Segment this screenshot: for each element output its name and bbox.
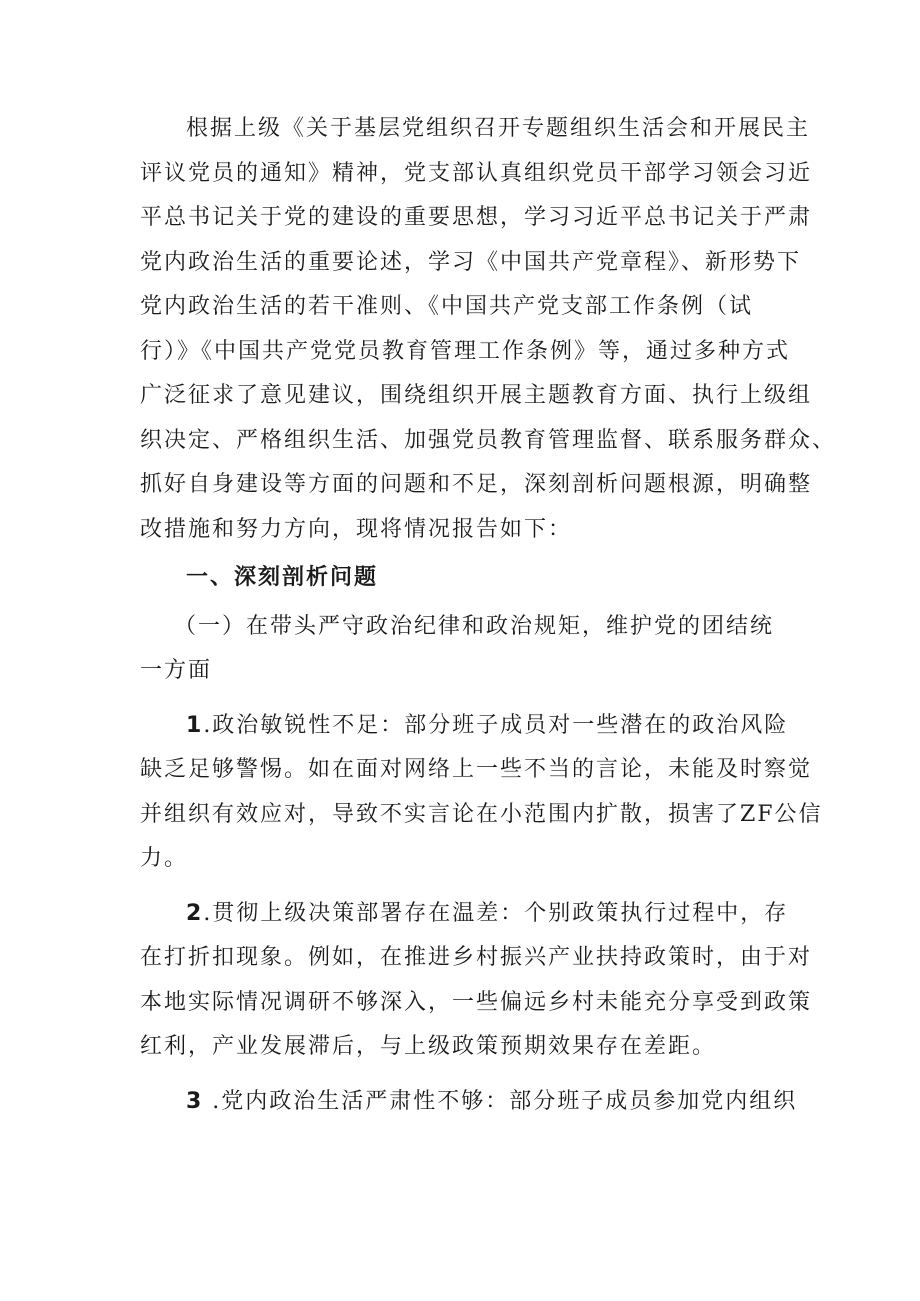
paragraph-line: 力。 xyxy=(140,846,189,871)
list-item-text: .贯彻上级决策部署存在温差：个别政策执行过程中，存 xyxy=(203,900,789,926)
paragraph-line: 党内政治生活的若干准则、《中国共产党支部工作条例（试 xyxy=(140,294,754,319)
list-item-number: 1 xyxy=(186,712,204,738)
paragraph-line: 行）》《中国共产党党员教育管理工作条例》等，通过多种方式 xyxy=(140,338,791,364)
list-item-first-line xyxy=(140,1080,798,1125)
paragraph-line: 党内政治生活的重要论述，学习《中国共产党章程》、新形势下 xyxy=(140,249,802,275)
list-item-first-line xyxy=(140,704,790,749)
paragraph-line: 抓好自身建设等方面的问题和不足，深刻剖析问题根源，明确整 xyxy=(140,472,813,497)
paragraph-line: 并组织有效应对，导致不实言论在小范围内扩散，损害了ZF公信 xyxy=(140,801,823,827)
paragraph-line: 评议党员的通知》精神，党支部认真组织党员干部学习领会习近 xyxy=(140,160,813,186)
paragraph-line: 广泛征求了意见建议，围绕组织开展主题教育方面、执行上级组 xyxy=(140,383,813,408)
subsection-line: （一）在带头严守政治纪律和政治规矩，维护党的团结统 xyxy=(174,613,775,639)
list-item-3 xyxy=(140,1080,798,1125)
list-item-number: 3 xyxy=(186,1088,204,1114)
subsection-heading xyxy=(140,605,790,694)
paragraph-line: 在打折扣现象。例如，在推进乡村振兴产业扶持政策时，由于对 xyxy=(140,945,813,970)
list-item-number: 2 xyxy=(186,900,204,926)
subsection-line: 一方面 xyxy=(140,658,213,683)
list-item-first-line xyxy=(140,892,790,937)
intro-paragraph xyxy=(140,107,837,552)
list-item-text: .政治敏锐性不足：部分班子成员对一些潜在的政治风险 xyxy=(203,712,789,738)
paragraph-line: 平总书记关于党的建设的重要思想，学习习近平总书记关于严肃 xyxy=(140,205,813,230)
list-item-1 xyxy=(140,704,823,882)
paragraph-line: 改措施和努力方向，现将情况报告如下： xyxy=(140,516,573,542)
paragraph-line: 根据上级《关于基层党组织召开专题组织生活会和开展民主 xyxy=(186,116,811,141)
paragraph-line: 织决定、严格组织生活、加强党员教育管理监督、联系服务群众、 xyxy=(140,427,837,453)
paragraph-line: 本地实际情况调研不够深入，一些偏远乡村未能充分享受到政策 xyxy=(140,989,813,1015)
list-item-text: .党内政治生活严肃性不够：部分班子成员参加党内组织 xyxy=(203,1088,798,1114)
section-heading: 一、深刻剖析问题 xyxy=(186,565,379,590)
list-item-2 xyxy=(140,892,813,1070)
document-body xyxy=(140,107,837,1124)
paragraph-line: 缺乏足够警惕。如在面对网络上一些不当的言论，未能及时察觉 xyxy=(140,757,813,782)
paragraph-line: 红利，产业发展滞后，与上级政策预期效果存在差距。 xyxy=(140,1034,717,1059)
